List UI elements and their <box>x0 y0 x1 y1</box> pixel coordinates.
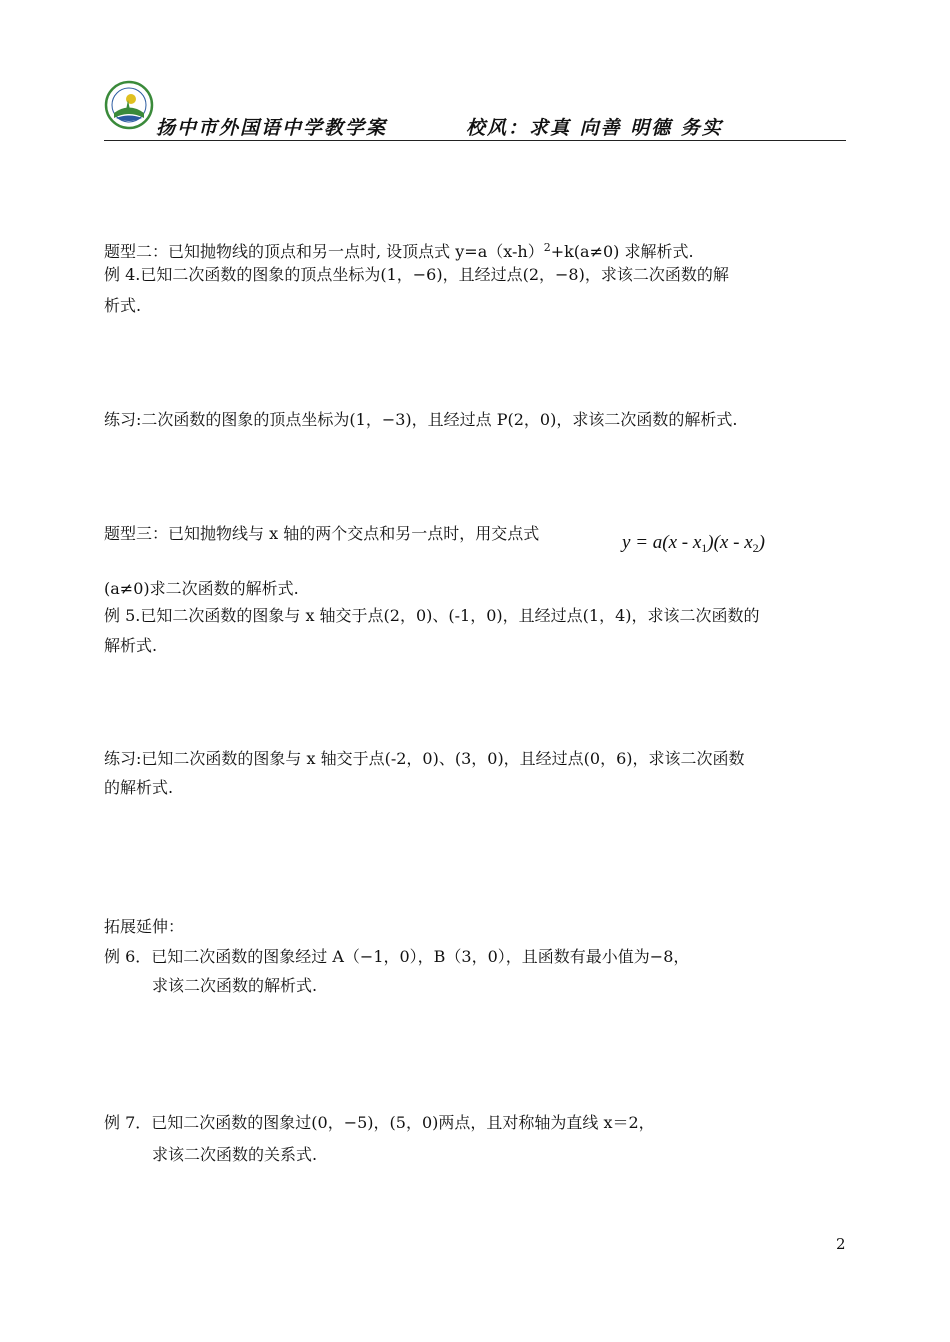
header-rule <box>104 140 846 141</box>
type2-title: 题型二：已知抛物线的顶点和另一点时, 设顶点式 $y=a(x-h)^2+k(a\ne 0)$ 求解析式. <box>104 241 694 261</box>
practice1: 练习:二次函数的图象的顶点坐标为(1，−3)，且经过点 P(2，0)，求该二次函数的解析式. <box>104 410 738 429</box>
practice2-line1: 练习:已知二次函数的图象与 x 轴交于点(-2，0)、(3，0)，且经过点(0，6)，求该二次函数 <box>104 749 745 768</box>
practice2-line2: 的解析式. <box>104 778 174 797</box>
type3-continuation: (a≠0)求二次函数的解析式. <box>104 579 299 598</box>
type3-title: 题型三：已知抛物线与 x 轴的两个交点和另一点时，用交点式 <box>104 524 540 543</box>
example6-line1: 例 6．已知二次函数的图象经过 A（−1，0），B（3，0），且函数有最小值为−8， <box>104 947 690 966</box>
example7-line2: 求该二次函数的关系式. <box>152 1145 318 1164</box>
school-title: 扬中市外国语中学教学案 <box>156 117 388 139</box>
example5-line1: 例 5.已知二次函数的图象与 x 轴交于点(2，0)、(-1，0)，且经过点(1，4)，求该二次函数的 <box>104 606 760 625</box>
school-logo <box>104 80 154 130</box>
example4-line1: 例 4.已知二次函数的图象的顶点坐标为(1，−6)，且经过点(2，−8)，求该二次函数的解 <box>104 265 729 284</box>
school-logo-icon <box>104 80 154 130</box>
extension-title: 拓展延伸： <box>104 917 185 936</box>
school-motto: 校风：求真 向善 明德 务实 <box>466 117 723 139</box>
example7-line1: 例 7．已知二次函数的图象过(0，−5)，(5，0)两点，且对称轴为直线 x＝2， <box>104 1113 655 1132</box>
example4-line2: 析式. <box>104 296 142 315</box>
example5-line2: 解析式. <box>104 636 158 655</box>
example6-line2: 求该二次函数的解析式. <box>152 976 318 995</box>
page-number: 2 <box>836 1235 846 1253</box>
intersection-formula: $y = a(x - x_1)(x - x_2)$ <box>622 532 765 555</box>
